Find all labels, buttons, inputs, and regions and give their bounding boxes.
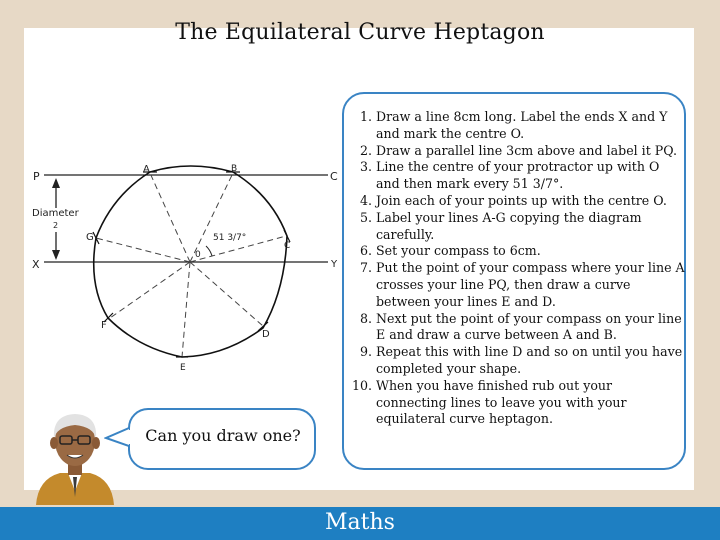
label-b: B [231, 164, 238, 174]
label-p: P [33, 170, 40, 183]
radius-b [190, 173, 233, 262]
label-o: 0 [195, 250, 201, 260]
footer-subject: Maths [325, 510, 395, 535]
label-q: C [330, 170, 338, 183]
label-a: A [143, 164, 150, 175]
diameter-arrow [52, 178, 60, 260]
diameter-label: Diameter [32, 208, 79, 219]
angle-arc [206, 246, 212, 256]
instructions-list [346, 109, 686, 428]
label-d: D [262, 329, 270, 340]
instruction-item: 1. Draw a line 8cm long. Label the ends X and Y and mark the centre O. [359, 109, 668, 141]
radius-f [110, 262, 190, 318]
instruction-item: 3. Line the centre of your protractor up with O and then mark every 51 3/7°. [359, 159, 660, 192]
angle-label: 51 3/7° [213, 233, 247, 243]
instruction-item: 9. Repeat this with line D and so on until you have completed your shape. [359, 344, 683, 376]
label-x: X [32, 258, 40, 271]
radius-g [96, 238, 190, 262]
radius-d [190, 262, 263, 326]
label-g: G [86, 232, 94, 243]
label-f: F [101, 320, 107, 331]
diameter-denominator: 2 [53, 221, 59, 230]
label-e: E [180, 363, 186, 373]
label-c: C [284, 241, 291, 251]
instruction-item: 7. Put the point of your compass where your line A crosses your line PQ, then draw a curve between your lines E and D. [359, 260, 685, 309]
speech-bubble-text: Can you draw one? [145, 426, 301, 445]
instruction-item: 10. When you have finished rub out your connecting lines to leave you with your equilateral curve heptagon. [351, 377, 627, 427]
instruction-item: 2. Draw a parallel line 3cm above and label it PQ. [359, 142, 677, 158]
teacher-avatar [30, 405, 120, 505]
radius-a [150, 173, 190, 262]
radial-lines [96, 173, 286, 357]
slide-title: The Equilateral Curve Heptagon [175, 20, 545, 45]
footer-bar [0, 507, 720, 540]
radius-e [182, 262, 190, 357]
instruction-item: 5. Label your lines A-G copying the diagram carefully. [359, 209, 642, 242]
vertex-ticks [93, 172, 290, 357]
label-y: Y [331, 259, 338, 270]
instruction-item: 8. Next put the point of your compass on your line E and draw a curve between A and B. [359, 310, 682, 343]
instruction-item: 4. Join each of your points up with the centre O. [359, 192, 667, 208]
instruction-item: 6. Set your compass to 6cm. [359, 243, 541, 259]
